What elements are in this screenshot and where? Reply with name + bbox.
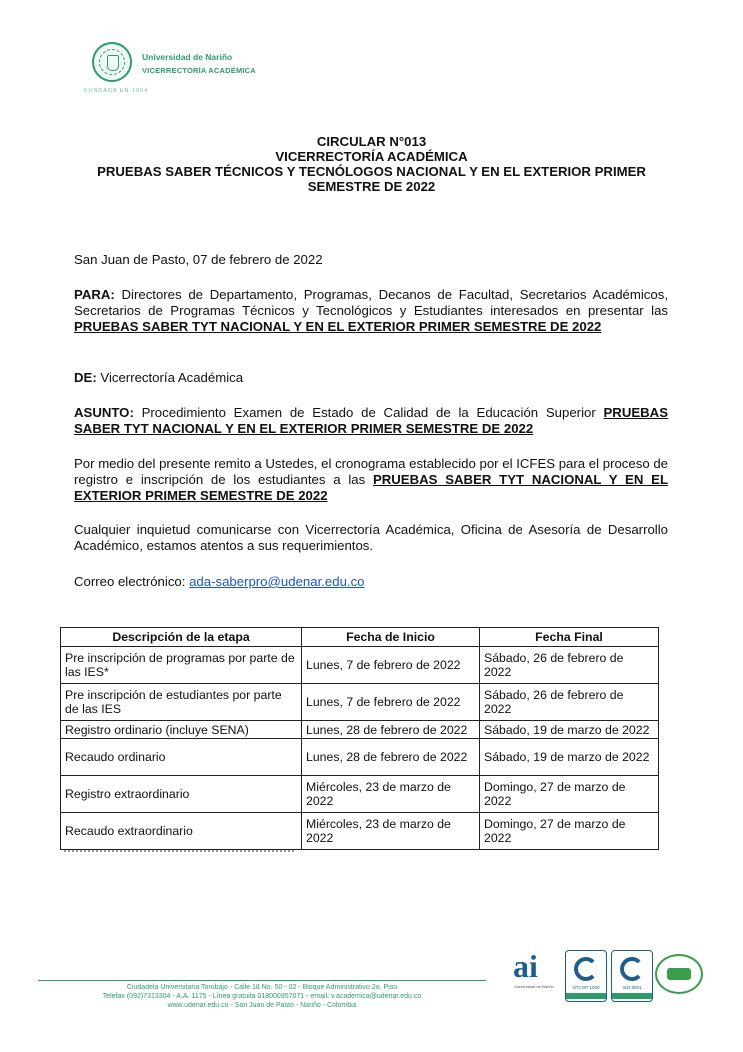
- footer-address: [38, 983, 486, 1010]
- end-date: Sábado, 26 de febrero de 2022: [480, 647, 659, 684]
- asunto-emphasis: PRUEBAS SABER TYT NACIONAL Y EN EL EXTERIOR PRIMER SEMESTRE DE 2022: [74, 405, 668, 436]
- end-date: Domingo, 27 de marzo de 2022: [480, 776, 659, 813]
- stage-description: Registro ordinario (incluye SENA): [61, 721, 302, 739]
- ai-logo-mark: ai: [513, 948, 538, 984]
- para-label: PARA:: [74, 287, 115, 302]
- medio-emphasis: PRUEBAS SABER TYT NACIONAL Y EN EL EXTERIOR PRIMER SEMESTRE DE 2022: [74, 472, 669, 503]
- correo-label: Correo electrónico:: [74, 574, 190, 589]
- table-cutoff-edge: [60, 848, 658, 852]
- end-date: Sábado, 19 de marzo de 2022: [480, 739, 659, 776]
- letterhead: [84, 40, 288, 100]
- footer-divider: [38, 980, 486, 981]
- university-name: Universidad de Nariño: [142, 52, 233, 62]
- table-row: [61, 776, 659, 813]
- iqnet-logo-icon: [655, 954, 703, 994]
- stage-description: Pre inscripción de estudiantes por parte de las IES: [61, 684, 302, 721]
- iso-certification-icon: [611, 950, 653, 1002]
- para-emphasis: PRUEBAS SABER TYT NACIONAL Y EN EL EXTERIOR PRIMER SEMESTRE DE 2022: [74, 319, 602, 334]
- founded-tagline: FUNDADA EN 1904: [84, 88, 149, 94]
- start-date: Miércoles, 23 de marzo de 2022: [302, 813, 480, 850]
- de-label: DE:: [74, 370, 97, 385]
- iso-label: ISO 9001: [622, 985, 642, 990]
- place-date: San Juan de Pasto, 07 de febrero de 2022: [74, 252, 323, 267]
- end-date: Sábado, 19 de marzo de 2022: [480, 721, 659, 739]
- start-date: Lunes, 28 de febrero de 2022: [302, 721, 480, 739]
- circular-office: VICERRECTORÍA ACADÉMICA: [275, 149, 468, 164]
- ai-logo-caption: Universidad de Nariño: [514, 984, 554, 989]
- asunto-paragraph: [74, 405, 668, 437]
- table-row: [61, 684, 659, 721]
- schedule-table: [60, 627, 659, 850]
- certification-logos: [505, 948, 715, 1008]
- start-date: Lunes, 7 de febrero de 2022: [302, 647, 480, 684]
- table-row: [61, 721, 659, 739]
- vicerrectoria-name: VICERRECTORÍA ACADÉMICA: [142, 66, 256, 75]
- table-row: [61, 739, 659, 776]
- footer-line-1: Ciudadela Universitaria Torobajo - Calle 18 No. 50 - 02 - Bloque Administrativo 2o. Piso: [126, 984, 398, 991]
- footer-line-3: www.udenar.edu.co - San Juan de Pasto - Nariño - Colombia: [167, 1002, 357, 1009]
- stage-description: Recaudo extraordinario: [61, 813, 302, 850]
- ai-logo: [505, 948, 561, 1004]
- de-text: Vicerrectoría Académica: [96, 370, 244, 385]
- circular-title: [60, 134, 683, 194]
- de-paragraph: [74, 370, 668, 386]
- column-header-description: Descripción de la etapa: [61, 628, 302, 647]
- end-date: Domingo, 27 de marzo de 2022: [480, 813, 659, 850]
- medio-text: Por medio del presente remito a Ustedes, el cronograma establecido por el ICFES para el proceso de registro e inscripción de los estudiantes a las: [74, 456, 668, 487]
- email-link[interactable]: ada-saberpro@udenar.edu.co: [189, 574, 365, 589]
- start-date: Lunes, 7 de febrero de 2022: [302, 684, 480, 721]
- medio-paragraph: [74, 456, 668, 504]
- ntcgp-label: NTCGP 1000: [572, 985, 600, 990]
- circular-subject-line2: SEMESTRE DE 2022: [307, 179, 436, 194]
- correo-paragraph: [74, 574, 668, 590]
- start-date: Miércoles, 23 de marzo de 2022: [302, 776, 480, 813]
- para-text: Directores de Departamento, Programas, Decanos de Facultad, Secretarios Académicos, Secretarios de Programas Técnicos y Tecnológicos y Estudiantes interesados en presentar las: [74, 287, 668, 318]
- stage-description: Recaudo ordinario: [61, 739, 302, 776]
- stage-description: Pre inscripción de programas por parte de las IES*: [61, 647, 302, 684]
- para-paragraph: [74, 287, 668, 335]
- column-header-end-date: Fecha Final: [480, 628, 659, 647]
- asunto-text: Procedimiento Examen de Estado de Calidad de la Educación Superior: [133, 405, 604, 420]
- university-seal-icon: [92, 42, 132, 82]
- circular-subject-line1: PRUEBAS SABER TÉCNICOS Y TECNÓLOGOS NACIONAL Y EN EL EXTERIOR PRIMER: [97, 164, 646, 179]
- inquietud-paragraph: Cualquier inquietud comunicarse con Vicerrectoría Académica, Oficina de Asesoría de Desarrollo Académico, estamos atentos a sus requerimientos.: [74, 522, 668, 553]
- stage-description: Registro extraordinario: [61, 776, 302, 813]
- circular-number: CIRCULAR N°013: [316, 134, 427, 149]
- table-row: [61, 813, 659, 850]
- table-header-row: [61, 628, 659, 647]
- ntcgp-certification-icon: [565, 950, 607, 1002]
- footer-line-2: Telefax (092)7313304 - A.A. 1175 - Línea gratuita 018000957071 - email: v.academica@udenar.edu.co: [102, 993, 422, 1000]
- asunto-label: ASUNTO:: [74, 405, 134, 420]
- end-date: Sábado, 26 de febrero de 2022: [480, 684, 659, 721]
- column-header-start-date: Fecha de Inicio: [302, 628, 480, 647]
- table-row: [61, 647, 659, 684]
- start-date: Lunes, 28 de febrero de 2022: [302, 739, 480, 776]
